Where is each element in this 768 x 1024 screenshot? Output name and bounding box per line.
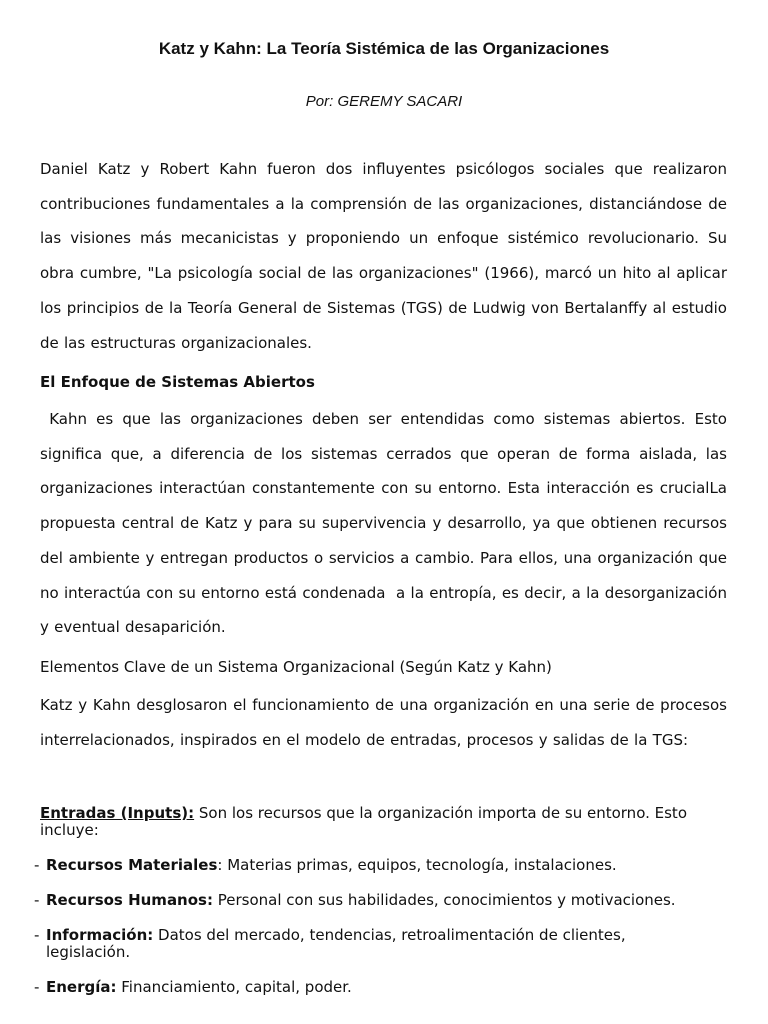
key-elements-paragraph: Katz y Kahn desglosaron el funcionamiento de una organización en una serie de procesos interrelacionados, inspirados en el modelo de entradas, procesos y salidas de la TGS: xyxy=(40,696,727,749)
list-item xyxy=(34,892,734,909)
bullet-dash: - xyxy=(34,856,40,874)
bullet-dash: - xyxy=(34,891,40,909)
list-item-text: Personal con sus habilidades, conocimientos y motivaciones. xyxy=(212,891,676,909)
intro-paragraph: Daniel Katz y Robert Kahn fueron dos influyentes psicólogos sociales que realizaron contribuciones fundamentales a la comprensión de las organizaciones, distanciándose de las visiones más mecanicistas y proponiendo un enfoque sistémico revolucionario. Su obra cumbre, "La psicología social de las organizaciones" (1966), marcó un hito al aplicar los principios de la Teoría General de Sistemas (TGS) de Ludwig von Bertalanffy al estudio de las estructuras organizacionales. xyxy=(40,160,727,352)
bullet-dash: - xyxy=(34,926,40,944)
document-title: Katz y Kahn: La Teoría Sistémica de las Organizaciones xyxy=(158,39,610,58)
section-heading-key-elements: Elementos Clave de un Sistema Organizacional (Según Katz y Kahn) xyxy=(40,658,552,676)
author-line: Por: GEREMY SACARI xyxy=(305,93,463,110)
list-item-text: : Materias primas, equipos, tecnología, instalaciones. xyxy=(217,856,617,874)
list-item-term: Información: xyxy=(46,926,154,944)
list-item xyxy=(34,979,734,996)
inputs-description: Son los recursos que la organización importa de su entorno. Esto incluye: xyxy=(40,804,687,839)
inputs-label: Entradas (Inputs): xyxy=(40,804,195,822)
list-item-term: Energía: xyxy=(46,978,117,996)
open-systems-paragraph: Kahn es que las organizaciones deben ser entendidas como sistemas abiertos. Esto significa que, a diferencia de los sistemas cerrados que operan de forma aislada, las organizaciones interactúan constantemente con su entorno. Esta interacción es crucialLa propuesta central de Katz y para su supervivencia y desarrollo, ya que obtienen recursos del ambiente y entregan productos o servicios a cambio. Para ellos, una organización que no interactúa con su entorno está condenada a la entropía, es decir, a la desorganización y eventual desaparición. xyxy=(40,410,733,637)
list-item xyxy=(34,927,734,961)
list-item-term: Recursos Humanos: xyxy=(46,891,213,909)
inputs-paragraph xyxy=(40,805,730,839)
bullet-dash: - xyxy=(34,978,40,996)
list-item xyxy=(34,857,734,874)
section-heading-open-systems: El Enfoque de Sistemas Abiertos xyxy=(40,373,315,391)
list-item-term: Recursos Materiales xyxy=(46,856,218,874)
list-item-text: Datos del mercado, tendencias, retroalimentación de clientes, legislación. xyxy=(46,926,626,961)
list-item-text: Financiamiento, capital, poder. xyxy=(116,978,352,996)
